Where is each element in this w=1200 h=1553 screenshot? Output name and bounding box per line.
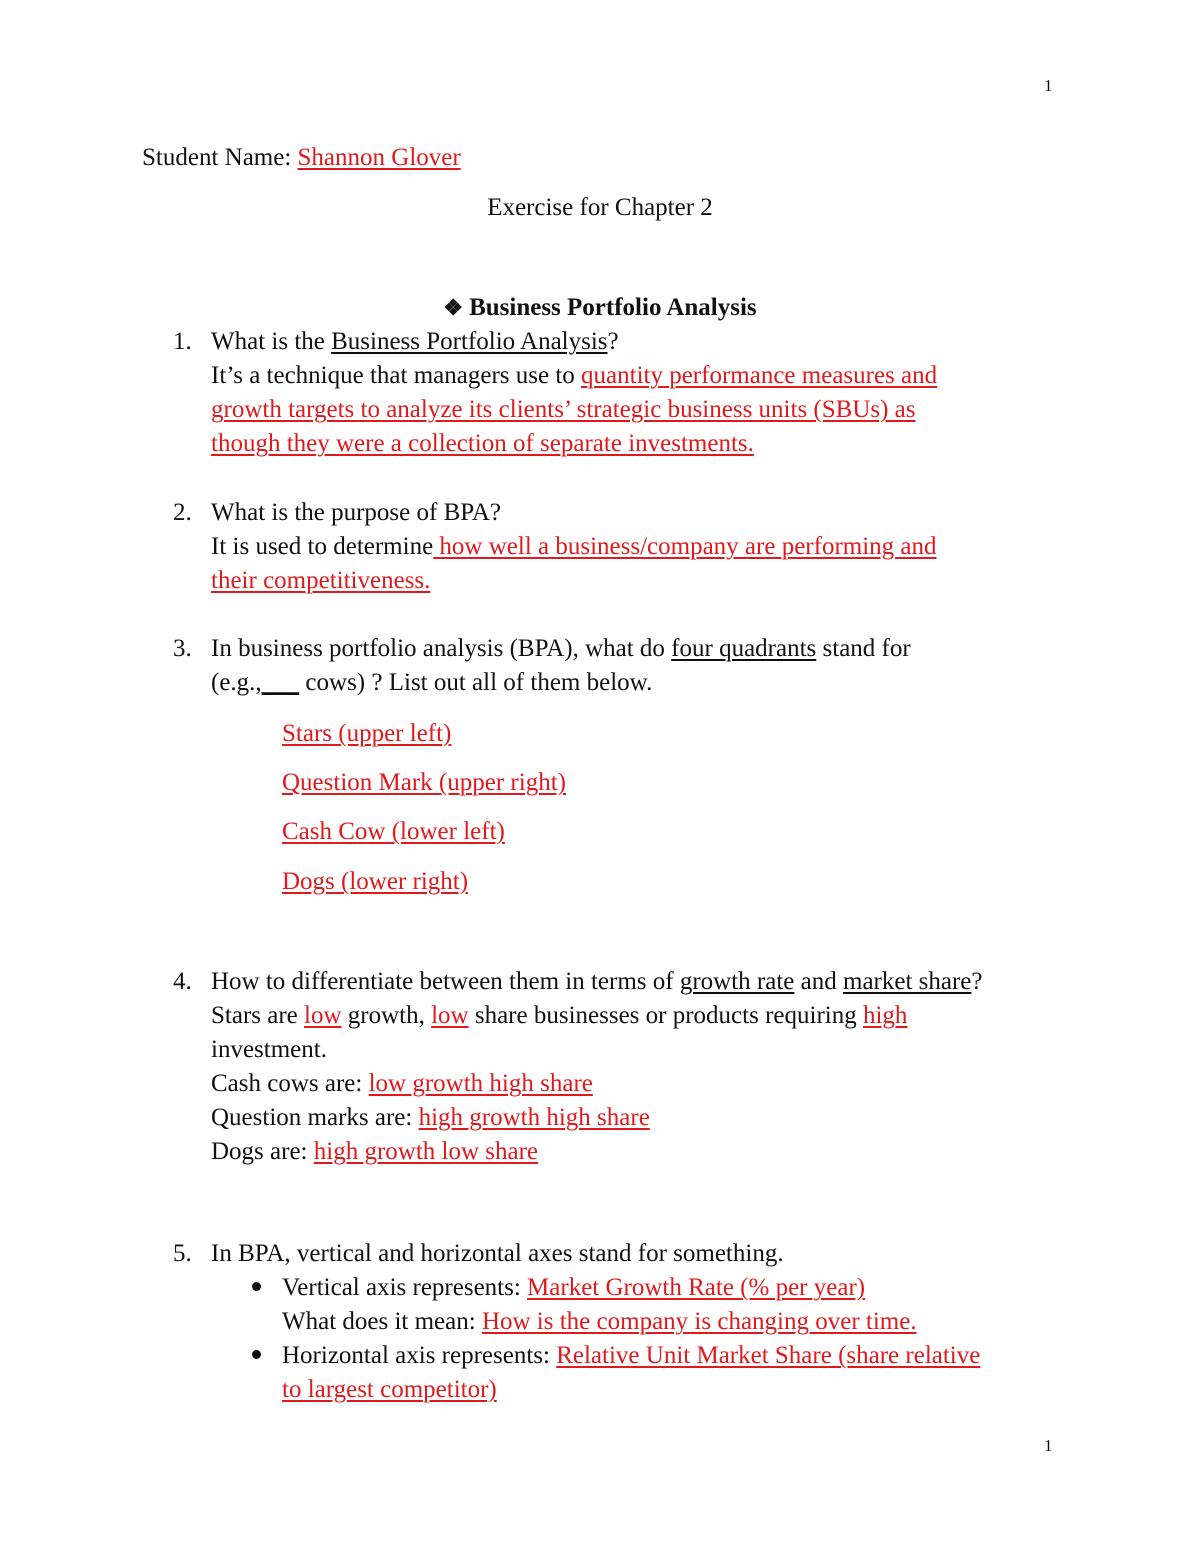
answer-red-text: Market Growth Rate (% per year) <box>527 1274 866 1301</box>
question-5 <box>173 1237 784 1271</box>
answer-label: Dogs are: <box>211 1138 314 1165</box>
quadrant-answer: Stars (upper left) <box>282 720 452 747</box>
bullet-dot-icon <box>252 1350 261 1359</box>
question-text: What is the purpose of BPA? <box>211 499 502 526</box>
question-underlined-term: growth rate <box>679 968 795 995</box>
answer-2-line-2: their competitiveness. <box>211 567 431 594</box>
answer-red-text: How is the company is changing over time. <box>481 1308 917 1335</box>
answer-1-line-1 <box>211 359 937 393</box>
quadrant-answer: Question Mark (upper right) <box>282 769 566 796</box>
section-heading <box>0 291 1200 325</box>
question-text-end: stand for <box>816 635 911 662</box>
section-heading-text: Business Portfolio Analysis <box>469 294 757 321</box>
question-text-end: ? <box>607 328 619 355</box>
cash-cows-answer <box>211 1067 593 1101</box>
diamond-bullet-icon: ❖ <box>443 295 464 320</box>
horizontal-axis-answer-line-2: to largest competitor) <box>282 1376 497 1403</box>
question-text: What is the <box>211 328 332 355</box>
student-name-line <box>142 141 461 175</box>
question-underlined-term: Business Portfolio Analysis <box>331 328 608 355</box>
answer-label: What does it mean: <box>282 1308 482 1335</box>
answer-red-text: low growth high share <box>368 1070 593 1097</box>
bullet-dot-icon <box>252 1282 261 1291</box>
header-page-number: 1 <box>1044 76 1053 95</box>
answer-label: Horizontal axis represents: <box>282 1342 557 1369</box>
question-4 <box>173 965 983 999</box>
student-name-label: Student Name: <box>142 144 298 171</box>
answer-text: It is used to determine <box>211 533 434 560</box>
question-3 <box>173 632 911 666</box>
question-underlined-term: four quadrants <box>671 635 817 662</box>
answer-text: It’s a technique that managers use to <box>211 362 582 389</box>
question-text: and <box>794 968 843 995</box>
question-text: (e.g., <box>211 669 262 696</box>
answer-label: Question marks are: <box>211 1104 419 1131</box>
page-title: Exercise for Chapter 2 <box>487 194 713 221</box>
question-2 <box>173 496 501 530</box>
vertical-axis-answer <box>282 1271 865 1305</box>
answer-red-text: how well a business/company are performing and <box>433 533 937 560</box>
vertical-axis-meaning <box>282 1305 917 1339</box>
question-blank: ___ <box>261 669 300 696</box>
answer-label: Vertical axis represents: <box>282 1274 528 1301</box>
answer-red-text: low <box>304 1002 342 1029</box>
question-number: 4. <box>173 968 192 995</box>
answer-1-line-2: growth targets to analyze its clients’ strategic business units (SBUs) as <box>211 396 916 423</box>
quadrant-answer: Dogs (lower right) <box>282 868 469 895</box>
question-3-line-2 <box>211 666 652 700</box>
horizontal-axis-answer <box>282 1339 980 1373</box>
answer-red-text: Relative Unit Market Share (share relative <box>556 1342 981 1369</box>
student-name-value: Shannon Glover <box>297 144 461 171</box>
answer-label: Cash cows are: <box>211 1070 369 1097</box>
answer-text: growth, <box>341 1002 432 1029</box>
answer-red-text: high growth low share <box>313 1138 539 1165</box>
stars-answer-line-1 <box>211 999 907 1033</box>
quadrant-answer: Cash Cow (lower left) <box>282 818 505 845</box>
question-text: In BPA, vertical and horizontal axes stand for something. <box>211 1240 784 1267</box>
question-text: In business portfolio analysis (BPA), what do <box>211 635 672 662</box>
footer-page-number: 1 <box>1044 1436 1053 1455</box>
question-text-end: ? <box>971 968 983 995</box>
answer-red-text: low <box>431 1002 469 1029</box>
answer-red-text: quantity performance measures and <box>581 362 938 389</box>
answer-red-text: high growth high share <box>418 1104 650 1131</box>
question-marks-answer <box>211 1101 650 1135</box>
question-number: 1. <box>173 328 192 355</box>
answer-1-line-3: though they were a collection of separate investments. <box>211 430 754 457</box>
answer-text: Stars are <box>211 1002 305 1029</box>
question-1 <box>173 325 619 359</box>
question-text: How to differentiate between them in terms of <box>211 968 680 995</box>
answer-red-text: high <box>862 1002 908 1029</box>
question-number: 3. <box>173 635 192 662</box>
stars-answer-line-2: investment. <box>211 1036 327 1063</box>
question-text-end: cows) ? List out all of them below. <box>299 669 653 696</box>
question-number: 2. <box>173 499 192 526</box>
question-underlined-term: market share <box>843 968 972 995</box>
dogs-answer <box>211 1135 538 1169</box>
question-number: 5. <box>173 1240 192 1267</box>
answer-text: share businesses or products requiring <box>468 1002 863 1029</box>
answer-2-line-1 <box>211 530 937 564</box>
